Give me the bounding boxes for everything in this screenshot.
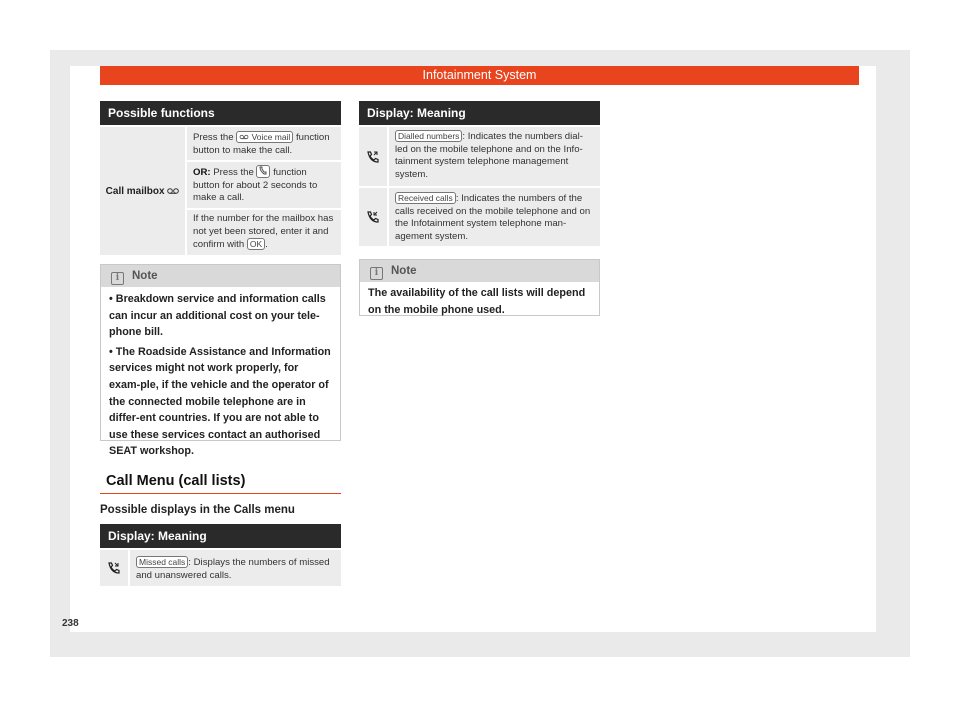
note-box [100, 264, 341, 458]
function-item: If the number for the mailbox has not yet been stored, enter it and confirm with OK . [187, 210, 341, 255]
section-title: Call Menu (call lists) [100, 472, 341, 494]
note-header: i Note [360, 260, 599, 282]
table-row [100, 550, 341, 586]
dialled-call-icon [365, 149, 381, 165]
icon-cell [359, 188, 387, 246]
note-body [101, 287, 340, 466]
meaning-cell: Dialled numbers : Indicates the numbers dial-led on the mobile telephone and on the Info-tainment system telephone management system. [389, 127, 600, 186]
info-icon: i [370, 267, 383, 280]
note-box [359, 259, 600, 316]
table-heading: Display: Meaning [359, 101, 600, 125]
phone-function-button[interactable] [256, 165, 270, 178]
note-header: i Note [101, 265, 340, 287]
display-table [359, 101, 600, 246]
table-row [359, 188, 600, 246]
info-icon: i [111, 272, 124, 285]
table-heading: Display: Meaning [100, 524, 341, 548]
icon-cell [359, 127, 387, 186]
missed-calls-button[interactable]: Missed calls [136, 556, 188, 568]
note-body: The availability of the call lists will depend on the mobile phone used. [368, 287, 586, 316]
page-header: Infotainment System [100, 66, 859, 85]
list-item: • The Roadside Assistance and Information services might not work properly, for exam-ple, if the vehicle and the operator of the connected mobile telephone are in differ-ent countries. If you are not able to use these services contact an authorised SEAT workshop. [109, 345, 331, 458]
table-heading: Possible functions [100, 101, 341, 125]
voice-mail-button[interactable]: Voice mail [236, 131, 293, 143]
table-row [359, 127, 600, 186]
row-label: Call mailbox [106, 186, 180, 197]
ok-button[interactable]: OK [247, 238, 265, 250]
function-item: Press the Voice mail function button to make the call. [187, 127, 341, 160]
display-table [100, 524, 341, 586]
icon-cell [100, 550, 128, 586]
voicemail-icon [239, 134, 249, 140]
voicemail-icon [167, 187, 179, 195]
received-call-icon [365, 209, 381, 225]
missed-call-icon [106, 560, 122, 576]
meaning-cell: Received calls : Indicates the numbers of the calls received on the mobile telephone and on the Infotainment system telephone man-agement system. [389, 188, 600, 246]
dialled-numbers-button[interactable]: Dialled numbers [395, 130, 462, 142]
received-calls-button[interactable]: Received calls [395, 192, 456, 204]
row-label-cell [100, 127, 185, 255]
page-number: 238 [62, 618, 79, 629]
handset-icon [259, 166, 267, 175]
possible-functions-table [100, 101, 341, 255]
list-item: • Breakdown service and information calls can incur an additional cost on your tele-phone bill. [109, 293, 326, 339]
function-item: OR: Press the function button for about 2 seconds to make a call. [187, 162, 341, 208]
meaning-cell: Missed calls : Displays the numbers of missed and unanswered calls. [130, 550, 341, 586]
section-intro: Possible displays in the Calls menu [100, 504, 295, 516]
